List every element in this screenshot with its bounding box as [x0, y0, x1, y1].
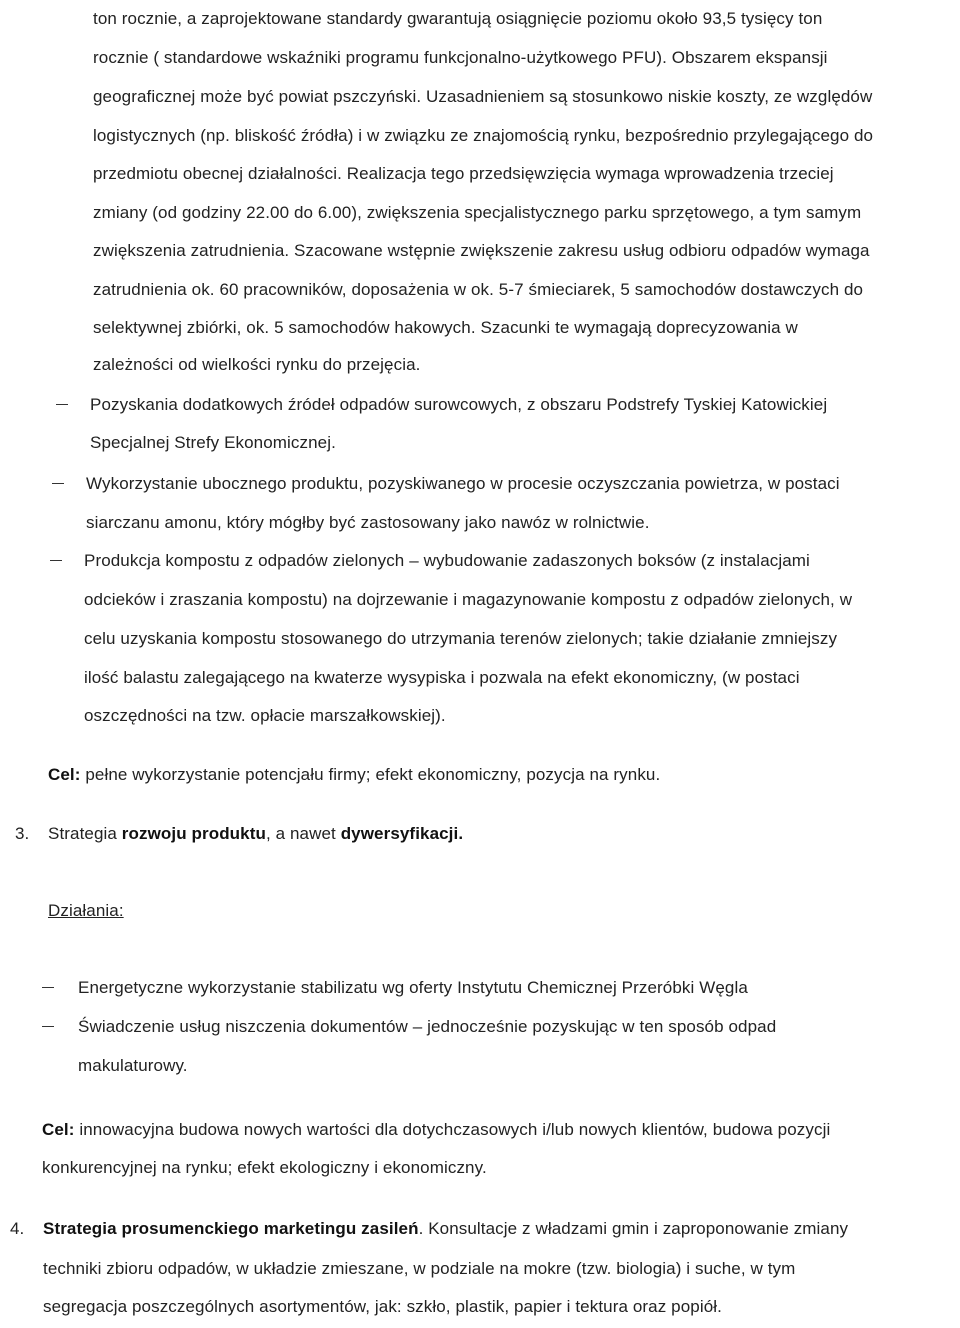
list-item-line: Produkcja kompostu z odpadów zielonych – wybudowanie zadaszonych boksów (z instalacjami [84, 551, 810, 570]
heading-bold: dywersyfikacji. [340, 824, 464, 843]
dash-bullet-icon [50, 560, 62, 561]
dash-bullet-icon [56, 404, 68, 405]
heading-text: Strategia [48, 824, 122, 843]
list-item-line: odcieków i zraszania kompostu) na dojrzewanie i magazynowanie kompostu z odpadów zielonych, w [84, 590, 853, 609]
goal-line [48, 764, 660, 786]
section-number: 3. [15, 824, 30, 843]
dash-bullet-icon [42, 987, 54, 988]
dash-bullet-icon [52, 483, 64, 484]
list-item-line: Specjalnej Strefy Ekonomicznej. [90, 433, 336, 452]
paragraph-line: techniki zbioru odpadów, w układzie zmieszane, w podziale na mokre (tzw. biologia) i suche, w tym [43, 1259, 796, 1278]
goal-text: pełne wykorzystanie potencjału firmy; efekt ekonomiczny, pozycja na rynku. [80, 765, 661, 784]
paragraph-line: przedmiotu obecnej działalności. Realizacja tego przedsięwzięcia wymaga wprowadzenia trzeciej [93, 164, 834, 183]
list-item-line: ilość balastu zalegającego na kwaterze wysypiska i pozwala na efekt ekonomiczny, (w postaci [84, 668, 800, 687]
section-heading [48, 823, 463, 845]
list-item-line: oszczędności na tzw. opłacie marszałkowskiej). [84, 706, 446, 725]
goal-line: konkurencyjnej na rynku; efekt ekologiczny i ekonomiczny. [42, 1158, 487, 1177]
list-item-line: Energetyczne wykorzystanie stabilizatu wg oferty Instytutu Chemicznej Przeróbki Węgla [78, 978, 748, 997]
goal-line [42, 1119, 830, 1141]
paragraph-line: rocznie ( standardowe wskaźniki programu funkcjonalno-użytkowego PFU). Obszarem ekspansji [93, 48, 828, 67]
paragraph-line: geograficznej może być powiat pszczyński. Uzasadnieniem są stosunkowo niskie koszty, ze względów [93, 87, 873, 106]
heading-text: . Konsultacje z władzami gmin i zaproponowanie zmiany [418, 1219, 849, 1238]
list-item-line: celu uzyskania kompostu stosowanego do utrzymania terenów zielonych; takie działanie zmniejszy [84, 629, 838, 648]
paragraph-line: zmiany (od godziny 22.00 do 6.00), zwiększenia specjalistycznego parku sprzętowego, a tym samym [93, 203, 862, 222]
goal-label: Cel: [42, 1120, 75, 1139]
paragraph-line: ton rocznie, a zaprojektowane standardy gwarantują osiągnięcie poziomu około 93,5 tysięcy ton [93, 9, 823, 28]
dash-bullet-icon [42, 1026, 54, 1027]
list-item-line: makulaturowy. [78, 1056, 188, 1075]
paragraph-line: zatrudnienia ok. 60 pracowników, doposażenia w ok. 5-7 śmieciarek, 5 samochodów dostawczych do [93, 280, 864, 299]
paragraph-line: segregacja poszczególnych asortymentów, jak: szkło, plastik, papier i tektura oraz popiół. [43, 1297, 722, 1316]
section-heading [43, 1218, 848, 1240]
heading-bold: Strategia prosumenckiego marketingu zasileń [43, 1219, 419, 1238]
section-number: 4. [10, 1219, 25, 1238]
list-item-line: Pozyskania dodatkowych źródeł odpadów surowcowych, z obszaru Podstrefy Tyskiej Katowickiej [90, 395, 828, 414]
list-item-line: siarczanu amonu, który mógłby być zastosowany jako nawóz w rolnictwie. [86, 513, 650, 532]
goal-text: innowacyjna budowa nowych wartości dla dotychczasowych i/lub nowych klientów, budowa pozycji [74, 1120, 831, 1139]
heading-bold: rozwoju produktu [121, 824, 266, 843]
paragraph-line: zwiększenia zatrudnienia. Szacowane wstępnie zwiększenie zakresu usług odbioru odpadów wymaga [93, 241, 870, 260]
list-item-line: Świadczenie usług niszczenia dokumentów – jednocześnie pozyskując w ten sposób odpad [78, 1017, 777, 1036]
paragraph-line: selektywnej zbiórki, ok. 5 samochodów hakowych. Szacunki te wymagają doprecyzowania w [93, 318, 798, 337]
paragraph-line: zależności od wielkości rynku do przejęcia. [93, 355, 421, 374]
list-item-line: Wykorzystanie ubocznego produktu, pozyskiwanego w procesie oczyszczania powietrza, w postaci [86, 474, 840, 493]
actions-heading: Działania: [48, 901, 124, 920]
heading-text: , a nawet [265, 824, 341, 843]
paragraph-line: logistycznych (np. bliskość źródła) i w związku ze znajomością rynku, bezpośrednio przylegającego do [93, 126, 874, 145]
goal-label: Cel: [48, 765, 81, 784]
